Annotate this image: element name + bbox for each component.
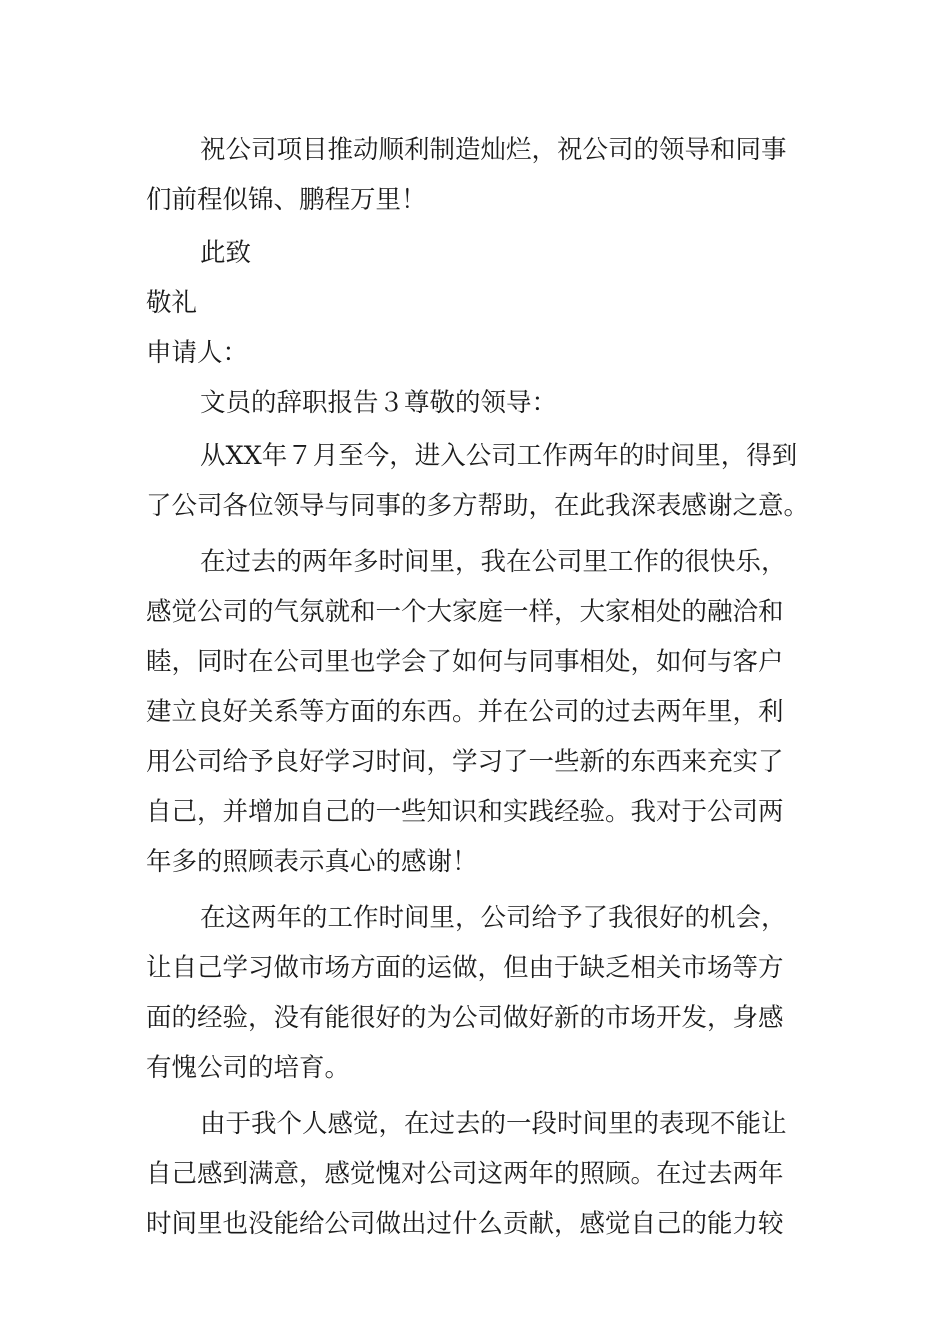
closing-wish-line-2: 们前程似锦、鹏程万里！ xyxy=(146,185,427,215)
paragraph-line: 用公司给予良好学习时间，学习了一些新的东西来充实了 xyxy=(146,747,784,777)
section-heading: 文员的辞职报告３尊敬的领导： xyxy=(200,388,558,418)
paragraph-line: 自己，并增加自己的一些知识和实践经验。我对于公司两 xyxy=(146,797,784,827)
paragraph-line: 了公司各位领导与同事的多方帮助，在此我深表感谢之意。 xyxy=(146,491,810,521)
paragraph-line: 由于我个人感觉，在过去的一段时间里的表现不能让 xyxy=(200,1109,787,1139)
paragraph-line: 建立良好关系等方面的东西。并在公司的过去两年里，利 xyxy=(146,697,784,727)
paragraph-line: 有愧公司的培育。 xyxy=(146,1053,351,1083)
paragraph-line: 从XX年７月至今，进入公司工作两年的时间里，得到 xyxy=(200,441,798,471)
paragraph-line: 年多的照顾表示真心的感谢！ xyxy=(146,847,478,877)
paragraph-line: 睦，同时在公司里也学会了如何与同事相处，如何与客户 xyxy=(146,647,784,677)
salutation-jingli: 敬礼 xyxy=(146,288,198,318)
paragraph-line: 面的经验，没有能很好的为公司做好新的市场开发，身感 xyxy=(146,1003,784,1033)
closing-wish-line-1: 祝公司项目推动顺利制造灿烂，祝公司的领导和同事 xyxy=(200,135,787,165)
paragraph-line: 自己感到满意，感觉愧对公司这两年的照顾。在过去两年 xyxy=(146,1159,784,1189)
paragraph-line: 时间里也没能给公司做出过什么贡献，感觉自己的能力较 xyxy=(146,1209,784,1239)
salutation-cizhi: 此致 xyxy=(200,238,252,268)
applicant-label: 申请人： xyxy=(146,338,249,368)
paragraph-line: 在这两年的工作时间里，公司给予了我很好的机会， xyxy=(200,903,787,933)
paragraph-line: 在过去的两年多时间里，我在公司里工作的很快乐， xyxy=(200,547,787,577)
document-body xyxy=(146,125,811,1249)
paragraph-line: 让自己学习做市场方面的运做，但由于缺乏相关市场等方 xyxy=(146,953,784,983)
paragraph-line: 感觉公司的气氛就和一个大家庭一样，大家相处的融洽和 xyxy=(146,597,784,627)
